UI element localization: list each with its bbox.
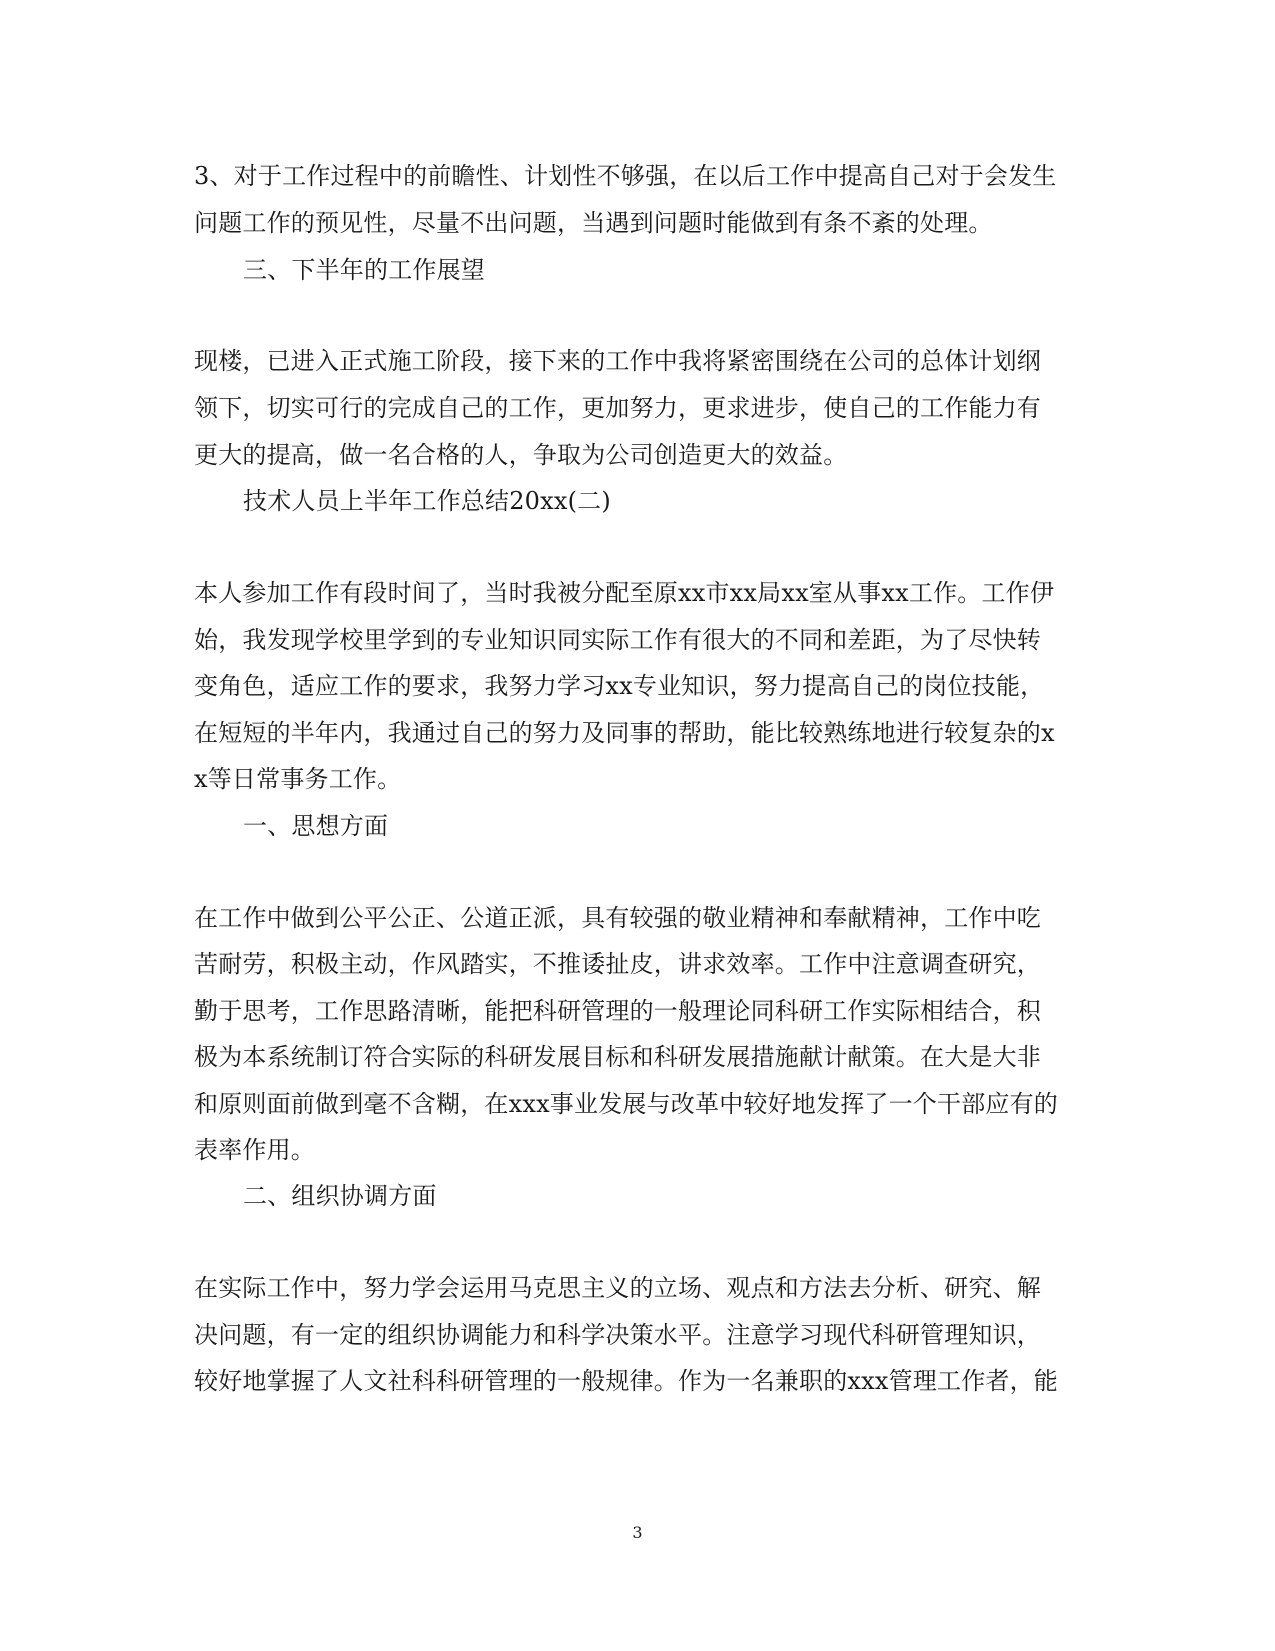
body-text-line: 较好地掌握了人文社科科研管理的一般规律。作为一名兼职的xxx管理工作者，能 — [194, 1367, 1059, 1395]
body-text-line: 表率作用。 — [194, 1136, 315, 1164]
body-text-line: 极为本系统制订符合实际的科研发展目标和科研发展措施献计献策。在大是大非 — [194, 1043, 1041, 1071]
body-text-line: 变角色，适应工作的要求，我努力学习xx专业知识，努力提高自己的岗位技能， — [194, 672, 1045, 700]
body-text-line: 本人参加工作有段时间了，当时我被分配至原xx市xx局xx室从事xx工作。工作伊 — [194, 579, 1055, 607]
section-heading: 三、下半年的工作展望 — [243, 256, 485, 284]
body-text-line: 苦耐劳，积极主动，作风踏实，不推诿扯皮，讲求效率。工作中注意调查研究， — [194, 950, 1041, 978]
section-heading: 一、思想方面 — [243, 812, 389, 840]
body-text-line: 问题工作的预见性，尽量不出问题，当遇到问题时能做到有条不紊的处理。 — [194, 209, 993, 237]
body-text-line: 在实际工作中，努力学会运用马克思主义的立场、观点和方法去分析、研究、解 — [194, 1274, 1041, 1302]
body-text-line: 现楼，已进入正式施工阶段，接下来的工作中我将紧密围绕在公司的总体计划纲 — [194, 347, 1041, 375]
body-text-line: 领下，切实可行的完成自己的工作，更加努力，更求进步，使自己的工作能力有 — [194, 394, 1041, 422]
document-subtitle: 技术人员上半年工作总结20xx(二) — [243, 487, 611, 515]
body-text-line: 和原则面前做到毫不含糊，在xxx事业发展与改革中较好地发挥了一个干部应有的 — [194, 1090, 1059, 1118]
body-text-line: 决问题，有一定的组织协调能力和科学决策水平。注意学习现代科研管理知识， — [194, 1321, 1041, 1349]
body-text-line: 更大的提高，做一名合格的人，争取为公司创造更大的效益。 — [194, 441, 848, 469]
body-text-line: 在短短的半年内，我通过自己的努力及同事的帮助，能比较熟练地进行较复杂的x — [194, 719, 1055, 747]
body-text-line: 3、对于工作过程中的前瞻性、计划性不够强，在以后工作中提高自己对于会发生 — [194, 162, 1057, 190]
body-text-line: 在工作中做到公平公正、公道正派，具有较强的敬业精神和奉献精神，工作中吃 — [194, 904, 1041, 932]
section-heading: 二、组织协调方面 — [243, 1182, 437, 1210]
page-number: 3 — [632, 1523, 643, 1542]
body-text-line: 勤于思考，工作思路清晰，能把科研管理的一般理论同科研工作实际相结合，积 — [194, 997, 1041, 1025]
body-text-line: 始，我发现学校里学到的专业知识同实际工作有很大的不同和差距，为了尽快转 — [194, 626, 1041, 654]
body-text-line: x等日常事务工作。 — [194, 765, 402, 793]
